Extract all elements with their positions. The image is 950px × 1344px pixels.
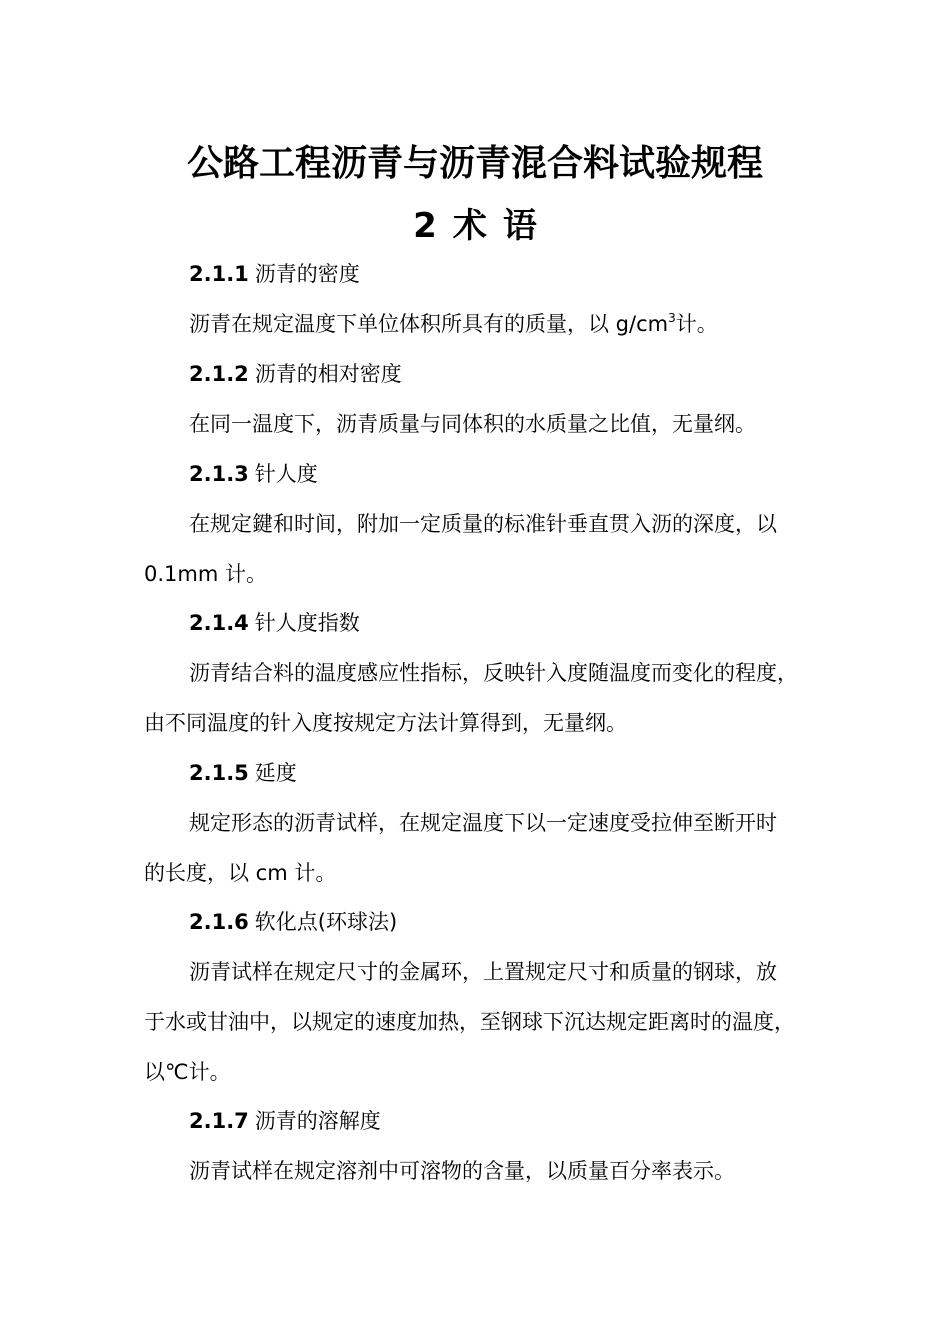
term-heading — [189, 359, 825, 389]
term-number: 2.1.3 — [189, 462, 249, 486]
term-name: 沥青的相对密度 — [254, 362, 402, 386]
term-definition: 沥青试样在规定溶剂中可溶物的含量，以质量百分率表示。 — [189, 1159, 735, 1183]
term-name: 延度 — [254, 761, 297, 785]
term-heading — [189, 1106, 825, 1136]
term-number: 2.1.5 — [189, 761, 249, 785]
term-number: 2.1.1 — [189, 262, 249, 286]
term-definition-line: 沥青试样在规定尺寸的金属环，上置规定尺寸和质量的钢球，放 — [189, 960, 777, 984]
term-heading — [189, 259, 825, 289]
term-definition-line: 的长度，以 cm 计。 — [144, 861, 337, 885]
term-number: 2.1.6 — [189, 910, 249, 934]
term-name: 沥青的溶解度 — [254, 1109, 381, 1133]
term-name: 沥青的密度 — [254, 262, 360, 286]
chapter-number: 2 — [413, 206, 437, 246]
term-heading — [189, 758, 825, 788]
term-definition-line: 在规定鍵和时间，附加一定质量的标准针垂直贯入沥的深度，以 — [189, 512, 777, 536]
term-definition-line: 沥青结合料的温度感应性指标，反映针入度随温度而变化的程度， — [189, 661, 798, 685]
term-definition-line: 由不同温度的针入度按规定方法计算得到，无量纲。 — [144, 711, 627, 735]
chapter-title — [0, 202, 950, 250]
chapter-name-part2: 语 — [502, 206, 537, 246]
term-name: 针人度指数 — [254, 611, 360, 635]
document-title: 公路工程沥青与沥青混合料试验规程 — [186, 143, 763, 184]
term-definition: 沥青在规定温度下单位体积所具有的质量，以 $g/cm^3$计。 — [189, 311, 718, 336]
term-definition: 在同一温度下，沥青质量与同体积的水质量之比值，无量纲。 — [189, 412, 756, 436]
term-definition-line: 以℃计。 — [144, 1060, 231, 1084]
term-name: 针人度 — [254, 462, 318, 486]
term-name: 软化点(环球法) — [254, 910, 398, 934]
term-number: 2.1.7 — [189, 1109, 249, 1133]
term-number: 2.1.2 — [189, 362, 249, 386]
term-heading — [189, 907, 825, 937]
term-heading — [189, 608, 825, 638]
term-number: 2.1.4 — [189, 611, 249, 635]
term-definition-line: 规定形态的沥青试样，在规定温度下以一定速度受拉伸至断开时 — [189, 811, 777, 835]
superscript: 3 — [668, 311, 676, 325]
term-definition-line: 于水或甘油中，以规定的速度加热，至钢球下沉达规定距离时的温度， — [144, 1010, 795, 1034]
chapter-name-part1: 术 — [452, 206, 487, 246]
term-definition-line: 0.1mm 计。 — [144, 562, 267, 586]
term-heading — [189, 459, 825, 489]
